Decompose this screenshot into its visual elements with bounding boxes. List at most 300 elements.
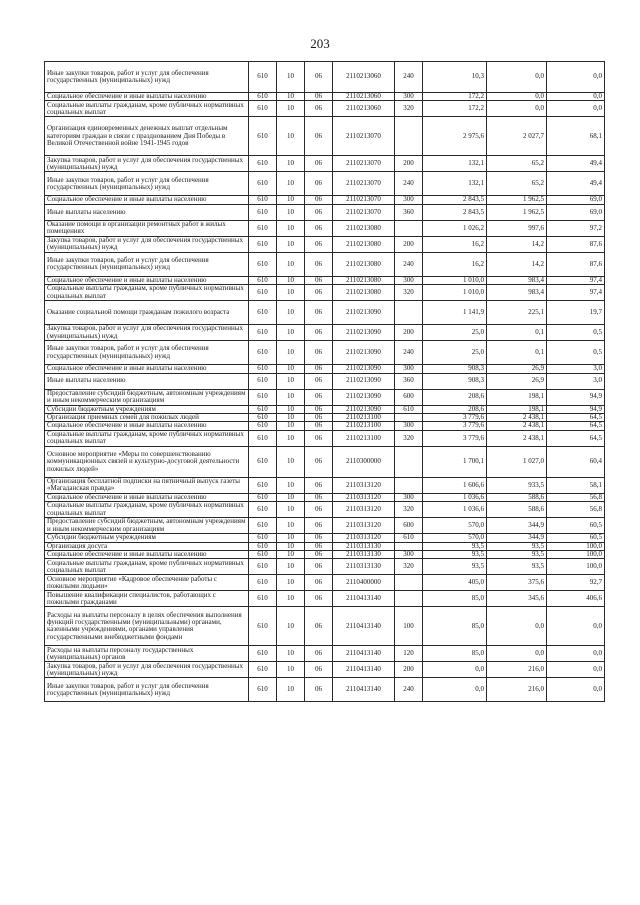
dept-code: 610 [249,559,277,575]
expense-type-code: 360 [395,373,423,389]
expense-type-code: 300 [395,93,423,101]
execution-percent: 56,8 [547,502,605,518]
expense-type-code: 240 [395,172,423,196]
expense-type-code: 320 [395,101,423,117]
subsection-code: 06 [305,662,333,678]
target-article-code: 2110213070 [333,117,395,156]
planned-amount: 172,2 [423,101,487,117]
section-code: 10 [277,414,305,422]
execution-percent: 58,1 [547,477,605,493]
section-code: 10 [277,662,305,678]
table-row [45,607,605,646]
target-article-code: 2110213090 [333,301,395,325]
dept-code: 610 [249,502,277,518]
row-name: Закупка товаров, работ и услуг для обеспечения государственных (муниципальных) нужд [45,156,249,172]
target-article-code: 2110313130 [333,542,395,550]
table-row [45,325,605,341]
row-name: Организация единовременных денежных выплат отдельным категориям граждан в связи с празднованием Дня Победы в Великой Отечественной войне 1941-1945 годов [45,117,249,156]
expense-type-code [395,414,423,422]
row-name: Социальное обеспечение и иные выплаты населению [45,493,249,501]
table-row [45,373,605,389]
planned-amount: 1 606,6 [423,477,487,493]
section-code: 10 [277,301,305,325]
section-code: 10 [277,172,305,196]
subsection-code: 06 [305,325,333,341]
row-name: Оказание помощи в организации ремонтных работ в жилых помещениях [45,220,249,236]
executed-amount: 2 438,1 [487,422,547,430]
planned-amount: 1 036,6 [423,493,487,501]
row-name: Социальное обеспечение и иные выплаты населению [45,422,249,430]
planned-amount: 10,3 [423,62,487,93]
target-article-code: 2110213090 [333,341,395,365]
execution-percent: 69,0 [547,196,605,204]
section-code: 10 [277,493,305,501]
page-number: 203 [310,36,330,51]
planned-amount: 16,2 [423,236,487,252]
table-row [45,534,605,542]
executed-amount: 344,9 [487,534,547,542]
dept-code: 610 [249,446,277,477]
dept-code: 610 [249,414,277,422]
row-name: Закупка товаров, работ и услуг для обеспечения государственных (муниципальных) нужд [45,236,249,252]
subsection-code: 06 [305,502,333,518]
subsection-code: 06 [305,365,333,373]
table-row [45,477,605,493]
subsection-code: 06 [305,101,333,117]
subsection-code: 06 [305,591,333,607]
row-name: Повышение квалификации специалистов, работающих с пожилыми гражданами [45,591,249,607]
row-name: Иные закупки товаров, работ и услуг для обеспечения государственных (муниципальных) нужд [45,172,249,196]
executed-amount: 93,5 [487,551,547,559]
row-name: Иные закупки товаров, работ и услуг для обеспечения государственных (муниципальных) нужд [45,62,249,93]
target-article-code: 2110213090 [333,373,395,389]
table-row [45,389,605,405]
section-code: 10 [277,365,305,373]
target-article-code: 2110413140 [333,678,395,702]
row-name: Предоставление субсидий бюджетным, автономным учреждениям и иным некоммерческим организациям [45,389,249,405]
planned-amount: 132,1 [423,172,487,196]
row-name: Иные закупки товаров, работ и услуг для обеспечения государственных (муниципальных) нужд [45,252,249,276]
row-name: Иные выплаты населению [45,373,249,389]
expense-type-code: 300 [395,422,423,430]
row-name: Социальные выплаты гражданам, кроме публичных нормативных социальных выплат [45,285,249,301]
executed-amount: 345,6 [487,591,547,607]
execution-percent: 49,4 [547,172,605,196]
planned-amount: 2 843,5 [423,204,487,220]
dept-code: 610 [249,276,277,284]
expense-type-code: 120 [395,646,423,662]
execution-percent: 97,4 [547,276,605,284]
expense-type-code: 240 [395,678,423,702]
execution-percent: 0,5 [547,341,605,365]
target-article-code: 2110213060 [333,62,395,93]
dept-code: 610 [249,373,277,389]
dept-code: 610 [249,341,277,365]
target-article-code: 2110213090 [333,365,395,373]
executed-amount: 933,5 [487,477,547,493]
table-row [45,559,605,575]
expense-type-code: 200 [395,156,423,172]
planned-amount: 0,0 [423,662,487,678]
dept-code: 610 [249,236,277,252]
expense-type-code: 300 [395,196,423,204]
section-code: 10 [277,575,305,591]
planned-amount: 208,6 [423,405,487,413]
section-code: 10 [277,477,305,493]
planned-amount: 908,3 [423,373,487,389]
target-article-code: 2110213060 [333,93,395,101]
expense-type-code [395,220,423,236]
table-row [45,414,605,422]
expense-type-code: 610 [395,405,423,413]
execution-percent: 0,0 [547,93,605,101]
executed-amount: 93,5 [487,559,547,575]
section-code: 10 [277,607,305,646]
row-name: Иные выплаты населению [45,204,249,220]
execution-percent: 100,0 [547,559,605,575]
table-row [45,575,605,591]
execution-percent: 0,0 [547,646,605,662]
section-code: 10 [277,551,305,559]
section-code: 10 [277,196,305,204]
subsection-code: 06 [305,551,333,559]
expense-type-code: 100 [395,607,423,646]
target-article-code: 2110213100 [333,422,395,430]
subsection-code: 06 [305,156,333,172]
planned-amount: 208,6 [423,389,487,405]
expense-type-code: 320 [395,502,423,518]
planned-amount: 85,0 [423,607,487,646]
dept-code: 610 [249,551,277,559]
subsection-code: 06 [305,252,333,276]
execution-percent: 0,0 [547,678,605,702]
subsection-code: 06 [305,493,333,501]
dept-code: 610 [249,518,277,534]
execution-percent: 56,8 [547,493,605,501]
dept-code: 610 [249,101,277,117]
executed-amount: 2 438,1 [487,414,547,422]
subsection-code: 06 [305,220,333,236]
executed-amount: 0,0 [487,93,547,101]
table-row [45,220,605,236]
expense-type-code [395,477,423,493]
executed-amount: 198,1 [487,405,547,413]
section-code: 10 [277,502,305,518]
planned-amount: 85,0 [423,591,487,607]
row-name: Иные закупки товаров, работ и услуг для обеспечения государственных (муниципальных) нужд [45,678,249,702]
row-name: Социальное обеспечение и иные выплаты населению [45,365,249,373]
execution-percent: 68,1 [547,117,605,156]
execution-percent: 3,0 [547,365,605,373]
table-row [45,678,605,702]
executed-amount: 0,0 [487,607,547,646]
dept-code: 610 [249,325,277,341]
executed-amount: 216,0 [487,662,547,678]
executed-amount: 588,6 [487,502,547,518]
planned-amount: 2 843,5 [423,196,487,204]
row-name: Социальные выплаты гражданам, кроме публичных нормативных социальных выплат [45,430,249,446]
row-name: Организация приемных семей для пожилых людей [45,414,249,422]
executed-amount: 1 962,5 [487,204,547,220]
executed-amount: 983,4 [487,285,547,301]
execution-percent: 64,5 [547,422,605,430]
target-article-code: 2110413140 [333,607,395,646]
execution-percent: 92,7 [547,575,605,591]
expense-type-code [395,575,423,591]
section-code: 10 [277,252,305,276]
row-name: Расходы на выплаты персоналу в целях обеспечения выполнения функций государственными (муниципальными) органами, казенными учреждениями, органами управления государственными внебюджетными фондами [45,607,249,646]
table-row [45,365,605,373]
expense-type-code: 300 [395,276,423,284]
table-row [45,422,605,430]
expense-type-code: 320 [395,430,423,446]
row-name: Закупка товаров, работ и услуг для обеспечения государственных (муниципальных) нужд [45,325,249,341]
execution-percent: 87,6 [547,252,605,276]
table-row [45,405,605,413]
section-code: 10 [277,285,305,301]
subsection-code: 06 [305,559,333,575]
dept-code: 610 [249,422,277,430]
expense-type-code: 200 [395,662,423,678]
execution-percent: 60,5 [547,518,605,534]
subsection-code: 06 [305,204,333,220]
execution-percent: 49,4 [547,156,605,172]
execution-percent: 64,5 [547,414,605,422]
row-name: Социальное обеспечение и иные выплаты населению [45,276,249,284]
table-row [45,172,605,196]
target-article-code: 2110313130 [333,559,395,575]
section-code: 10 [277,325,305,341]
target-article-code: 2110213100 [333,430,395,446]
subsection-code: 06 [305,678,333,702]
table-row [45,236,605,252]
dept-code: 610 [249,93,277,101]
dept-code: 610 [249,156,277,172]
subsection-code: 06 [305,62,333,93]
executed-amount: 0,1 [487,325,547,341]
execution-percent: 100,0 [547,542,605,550]
execution-percent: 0,0 [547,101,605,117]
dept-code: 610 [249,62,277,93]
table-row [45,62,605,93]
expense-type-code: 300 [395,551,423,559]
row-name: Основное мероприятие «Меры по совершенствованию коммуникационных связей и культурно-досуговой деятельности пожилых людей» [45,446,249,477]
section-code: 10 [277,341,305,365]
execution-percent: 100,0 [547,551,605,559]
row-name: Закупка товаров, работ и услуг для обеспечения государственных (муниципальных) нужд [45,662,249,678]
executed-amount: 26,9 [487,373,547,389]
execution-percent: 94,9 [547,389,605,405]
dept-code: 610 [249,220,277,236]
subsection-code: 06 [305,389,333,405]
executed-amount: 14,2 [487,236,547,252]
section-code: 10 [277,62,305,93]
dept-code: 610 [249,493,277,501]
target-article-code: 2110313120 [333,493,395,501]
row-name: Субсидии бюджетным учреждениям [45,405,249,413]
budget-table [44,61,605,702]
section-code: 10 [277,220,305,236]
expense-type-code: 300 [395,493,423,501]
target-article-code: 2110213090 [333,405,395,413]
dept-code: 610 [249,301,277,325]
subsection-code: 06 [305,196,333,204]
table-row [45,301,605,325]
section-code: 10 [277,422,305,430]
dept-code: 610 [249,204,277,220]
target-article-code: 2110213080 [333,276,395,284]
dept-code: 610 [249,430,277,446]
executed-amount: 2 438,1 [487,430,547,446]
planned-amount: 1 010,0 [423,276,487,284]
target-article-code: 2110313120 [333,502,395,518]
target-article-code: 2110213080 [333,236,395,252]
section-code: 10 [277,405,305,413]
executed-amount: 14,2 [487,252,547,276]
table-row [45,252,605,276]
table-row [45,518,605,534]
table-row [45,542,605,550]
dept-code: 610 [249,542,277,550]
subsection-code: 06 [305,646,333,662]
section-code: 10 [277,373,305,389]
table-row [45,204,605,220]
target-article-code: 2110313130 [333,551,395,559]
row-name: Социальное обеспечение и иные выплаты населению [45,551,249,559]
row-name: Социальные выплаты гражданам, кроме публичных нормативных социальных выплат [45,101,249,117]
executed-amount: 65,2 [487,172,547,196]
executed-amount: 0,0 [487,62,547,93]
section-code: 10 [277,591,305,607]
row-name: Основное мероприятие «Кадровое обеспечение работы с пожилыми людьми» [45,575,249,591]
expense-type-code: 320 [395,285,423,301]
subsection-code: 06 [305,301,333,325]
executed-amount: 983,4 [487,276,547,284]
section-code: 10 [277,276,305,284]
section-code: 10 [277,389,305,405]
row-name: Оказание социальной помощи гражданам пожилого возраста [45,301,249,325]
execution-percent: 0,0 [547,662,605,678]
row-name: Организация бесплатной подписки на пятничный выпуск газеты «Магаданская правда» [45,477,249,493]
expense-type-code: 240 [395,341,423,365]
planned-amount: 3 779,6 [423,414,487,422]
row-name: Социальное обеспечение и иные выплаты населению [45,93,249,101]
subsection-code: 06 [305,446,333,477]
dept-code: 610 [249,252,277,276]
table-row [45,341,605,365]
subsection-code: 06 [305,341,333,365]
subsection-code: 06 [305,607,333,646]
planned-amount: 1 141,9 [423,301,487,325]
subsection-code: 06 [305,422,333,430]
executed-amount: 997,6 [487,220,547,236]
subsection-code: 06 [305,93,333,101]
executed-amount: 588,6 [487,493,547,501]
table-row [45,430,605,446]
subsection-code: 06 [305,575,333,591]
section-code: 10 [277,518,305,534]
execution-percent: 0,0 [547,62,605,93]
table-row [45,446,605,477]
planned-amount: 570,0 [423,518,487,534]
execution-percent: 87,6 [547,236,605,252]
dept-code: 610 [249,365,277,373]
section-code: 10 [277,542,305,550]
dept-code: 610 [249,117,277,156]
expense-type-code [395,117,423,156]
planned-amount: 85,0 [423,646,487,662]
target-article-code: 2110213070 [333,172,395,196]
expense-type-code: 600 [395,518,423,534]
dept-code: 610 [249,534,277,542]
expense-type-code: 240 [395,252,423,276]
expense-type-code [395,542,423,550]
executed-amount: 216,0 [487,678,547,702]
table-row [45,662,605,678]
execution-percent: 0,5 [547,325,605,341]
dept-code: 610 [249,591,277,607]
target-article-code: 2110213100 [333,414,395,422]
row-name: Организация досуга [45,542,249,550]
row-name: Социальные выплаты гражданам, кроме публичных нормативных социальных выплат [45,502,249,518]
target-article-code: 2110213080 [333,220,395,236]
executed-amount: 198,1 [487,389,547,405]
execution-percent: 97,4 [547,285,605,301]
dept-code: 610 [249,646,277,662]
planned-amount: 0,0 [423,678,487,702]
executed-amount: 2 027,7 [487,117,547,156]
execution-percent: 0,0 [547,607,605,646]
dept-code: 610 [249,196,277,204]
section-code: 10 [277,534,305,542]
target-article-code: 2110300000 [333,446,395,477]
execution-percent: 60,4 [547,446,605,477]
target-article-code: 2110213090 [333,389,395,405]
dept-code: 610 [249,575,277,591]
row-name: Социальные выплаты гражданам, кроме публичных нормативных социальных выплат [45,559,249,575]
expense-type-code: 200 [395,325,423,341]
row-name: Субсидии бюджетным учреждениям [45,534,249,542]
subsection-code: 06 [305,373,333,389]
section-code: 10 [277,93,305,101]
planned-amount: 2 975,6 [423,117,487,156]
subsection-code: 06 [305,430,333,446]
row-name: Расходы на выплаты персоналу государственных (муниципальных) органов [45,646,249,662]
subsection-code: 06 [305,117,333,156]
table-row [45,156,605,172]
planned-amount: 1 010,0 [423,285,487,301]
planned-amount: 1 026,2 [423,220,487,236]
section-code: 10 [277,559,305,575]
subsection-code: 06 [305,518,333,534]
table-row [45,276,605,284]
expense-type-code: 320 [395,559,423,575]
execution-percent: 97,2 [547,220,605,236]
execution-percent: 69,0 [547,204,605,220]
dept-code: 610 [249,607,277,646]
planned-amount: 908,3 [423,365,487,373]
table-row [45,551,605,559]
table-row [45,502,605,518]
target-article-code: 2110413140 [333,662,395,678]
section-code: 10 [277,646,305,662]
planned-amount: 25,0 [423,341,487,365]
target-article-code: 2110213070 [333,156,395,172]
target-article-code: 2110213080 [333,285,395,301]
execution-percent: 94,9 [547,405,605,413]
subsection-code: 06 [305,414,333,422]
target-article-code: 2110213070 [333,196,395,204]
